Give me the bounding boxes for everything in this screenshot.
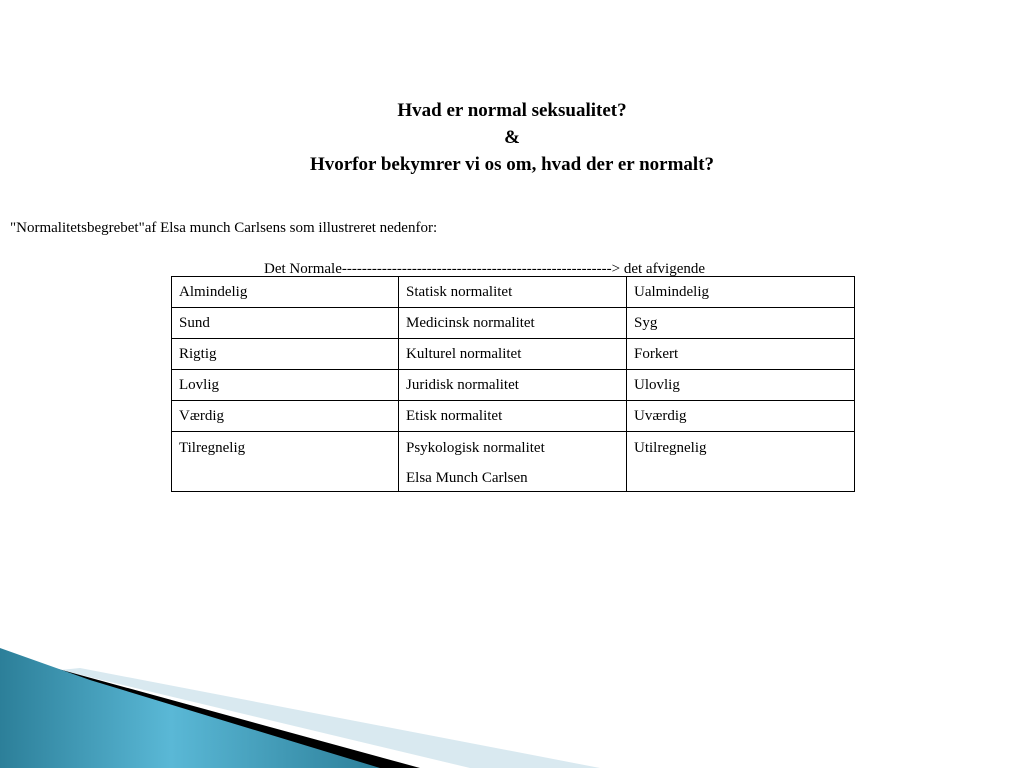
table-cell-author-note: Elsa Munch Carlsen	[406, 470, 528, 486]
table-cell-type: Medicinsk normalitet	[399, 308, 627, 339]
table-row	[172, 277, 855, 308]
table-cell-deviant: Ulovlig	[627, 370, 855, 401]
table-cell-normal: Rigtig	[172, 339, 399, 370]
normality-table	[171, 276, 855, 492]
table-cell-normal: Tilregnelig	[172, 432, 399, 492]
table-row	[172, 370, 855, 401]
intro-text: "Normalitetsbegrebet"af Elsa munch Carlsens som illustreret nedenfor:	[10, 220, 438, 236]
slide-title	[0, 97, 1024, 178]
table-cell-type-text: Psykologisk normalitet	[406, 440, 545, 456]
title-line-2: Hvorfor bekymrer vi os om, hvad der er normalt?	[309, 154, 715, 175]
table-cell-deviant: Uværdig	[627, 401, 855, 432]
table-cell-normal: Lovlig	[172, 370, 399, 401]
table-row	[172, 339, 855, 370]
table-cell-type	[399, 432, 627, 492]
table-cell-type: Etisk normalitet	[399, 401, 627, 432]
table-cell-deviant: Utilregnelig	[627, 432, 855, 492]
table-cell-type: Juridisk normalitet	[399, 370, 627, 401]
table-cell-deviant: Ualmindelig	[627, 277, 855, 308]
normality-scale-line: Det Normale------------------------------------------------------> det afvigende	[264, 261, 706, 277]
table-cell-normal: Almindelig	[172, 277, 399, 308]
decorative-corner-ribbon	[0, 640, 1024, 768]
table-row	[172, 401, 855, 432]
table-cell-type: Statisk normalitet	[399, 277, 627, 308]
table-cell-deviant: Forkert	[627, 339, 855, 370]
table-row	[172, 308, 855, 339]
table-cell-normal: Værdig	[172, 401, 399, 432]
table-cell-normal: Sund	[172, 308, 399, 339]
table-cell-type: Kulturel normalitet	[399, 339, 627, 370]
title-line-1: Hvad er normal seksualitet?	[397, 100, 627, 121]
title-ampersand: &	[504, 127, 520, 148]
table-cell-deviant: Syg	[627, 308, 855, 339]
table-row	[172, 432, 855, 492]
